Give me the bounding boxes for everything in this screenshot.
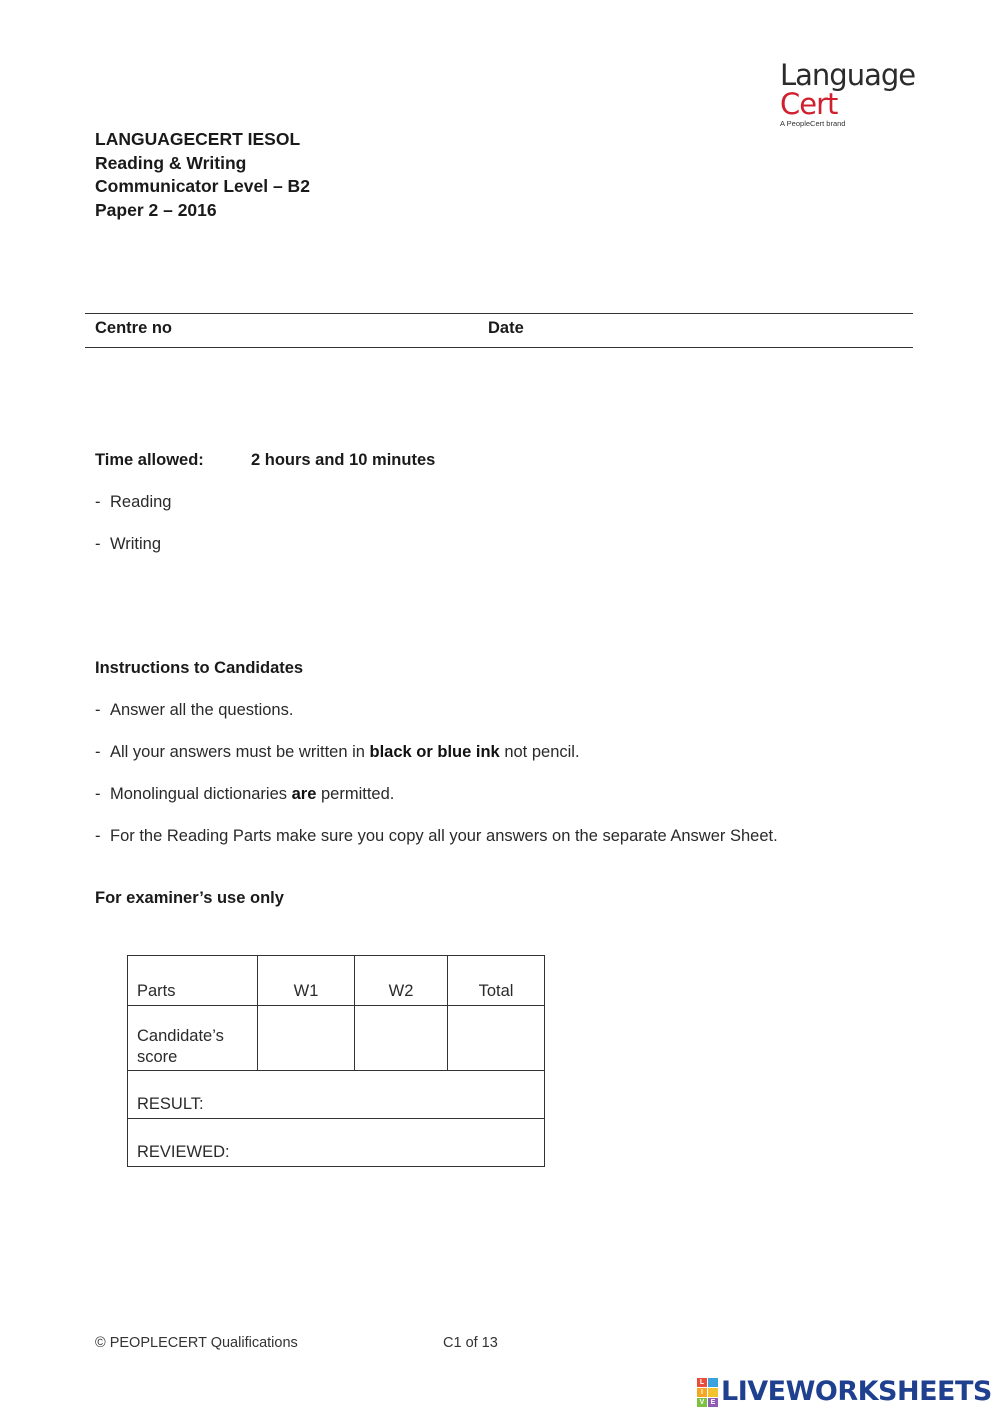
- logo-block: [708, 1378, 718, 1387]
- time-item-text: Writing: [110, 535, 162, 553]
- date-label: Date: [488, 319, 524, 337]
- candidate-score-label: [128, 1006, 258, 1071]
- header-parts: Parts: [128, 956, 258, 1006]
- instruction-emphasis: black or blue ink: [369, 743, 500, 761]
- header-total: Total: [448, 956, 545, 1006]
- reviewed-row: [128, 1119, 545, 1167]
- instruction-item-1: - Answer all the questions.: [95, 701, 294, 719]
- examiner-score-table: [127, 955, 545, 1167]
- time-allowed-label: Time allowed:: [95, 451, 204, 469]
- result-row: [128, 1071, 545, 1119]
- exam-title-line-4: Paper 2 – 2016: [95, 199, 217, 220]
- time-item-text: Reading: [110, 493, 172, 511]
- time-item-writing: - Writing: [95, 535, 162, 553]
- instruction-text: Monolingual dictionaries: [110, 785, 292, 803]
- table-header-row: [128, 956, 545, 1006]
- time-allowed: [95, 451, 436, 470]
- instruction-item-3: - Monolingual dictionaries are permitted.: [95, 785, 395, 803]
- examiner-heading: For examiner’s use only: [95, 889, 284, 907]
- instructions-heading: Instructions to Candidates: [95, 659, 304, 677]
- exam-title-line-3: Communicator Level – B2: [95, 176, 310, 196]
- instruction-text: Answer all the questions.: [110, 701, 294, 719]
- exam-title-line-1: LANGUAGECERT IESOL: [95, 129, 301, 149]
- languagecert-logo: [780, 60, 920, 129]
- instruction-item-2: - All your answers must be written in black or blue ink not pencil.: [95, 743, 580, 761]
- logo-tagline: A PeopleCert brand: [780, 119, 846, 128]
- header-w1: W1: [258, 956, 355, 1006]
- logo-text-cert: Cert: [780, 87, 838, 121]
- reviewed-label: REVIEWED:: [128, 1119, 545, 1167]
- candidate-score-label-line-1: Candidate’s: [137, 1027, 224, 1045]
- footer-page-number: C1 of 13: [443, 1335, 498, 1351]
- score-row: [128, 1006, 545, 1071]
- logo-block: E: [708, 1398, 718, 1407]
- time-allowed-value: 2 hours and 10 minutes: [251, 451, 436, 469]
- instruction-text: not pencil.: [499, 743, 580, 761]
- score-cell-total[interactable]: [448, 1006, 545, 1071]
- exam-title: [95, 128, 310, 222]
- logo-block: L: [697, 1378, 707, 1387]
- logo-block: I: [697, 1388, 707, 1397]
- score-cell-w1[interactable]: [258, 1006, 355, 1071]
- top-divider: [85, 313, 913, 314]
- liveworksheets-logo-icon: [697, 1378, 718, 1407]
- logo-text-language: Language: [780, 58, 916, 92]
- instruction-text: All your answers must be written in: [110, 743, 370, 761]
- candidate-score-label-line-2: score: [137, 1048, 178, 1066]
- liveworksheets-watermark: [697, 1377, 992, 1407]
- instruction-item-4: - For the Reading Parts make sure you copy all your answers on the separate Answer Sheet.: [95, 827, 778, 845]
- centre-no-label: Centre no: [95, 319, 173, 337]
- score-cell-w2[interactable]: [355, 1006, 448, 1071]
- footer-copyright: © PEOPLECERT Qualifications: [95, 1335, 298, 1351]
- exam-title-line-2: Reading & Writing: [95, 152, 247, 173]
- time-item-reading: - Reading: [95, 493, 172, 511]
- liveworksheets-text: LIVEWORKSHEETS: [721, 1376, 992, 1407]
- instruction-text: For the Reading Parts make sure you copy all your answers on the separate Answer Sheet.: [110, 827, 778, 845]
- logo-block: [708, 1388, 718, 1397]
- instruction-emphasis: are: [291, 785, 317, 803]
- result-label: RESULT:: [128, 1071, 545, 1119]
- bottom-divider: [85, 347, 913, 348]
- header-w2: W2: [355, 956, 448, 1006]
- instruction-text: permitted.: [316, 785, 395, 803]
- logo-block: V: [697, 1398, 707, 1407]
